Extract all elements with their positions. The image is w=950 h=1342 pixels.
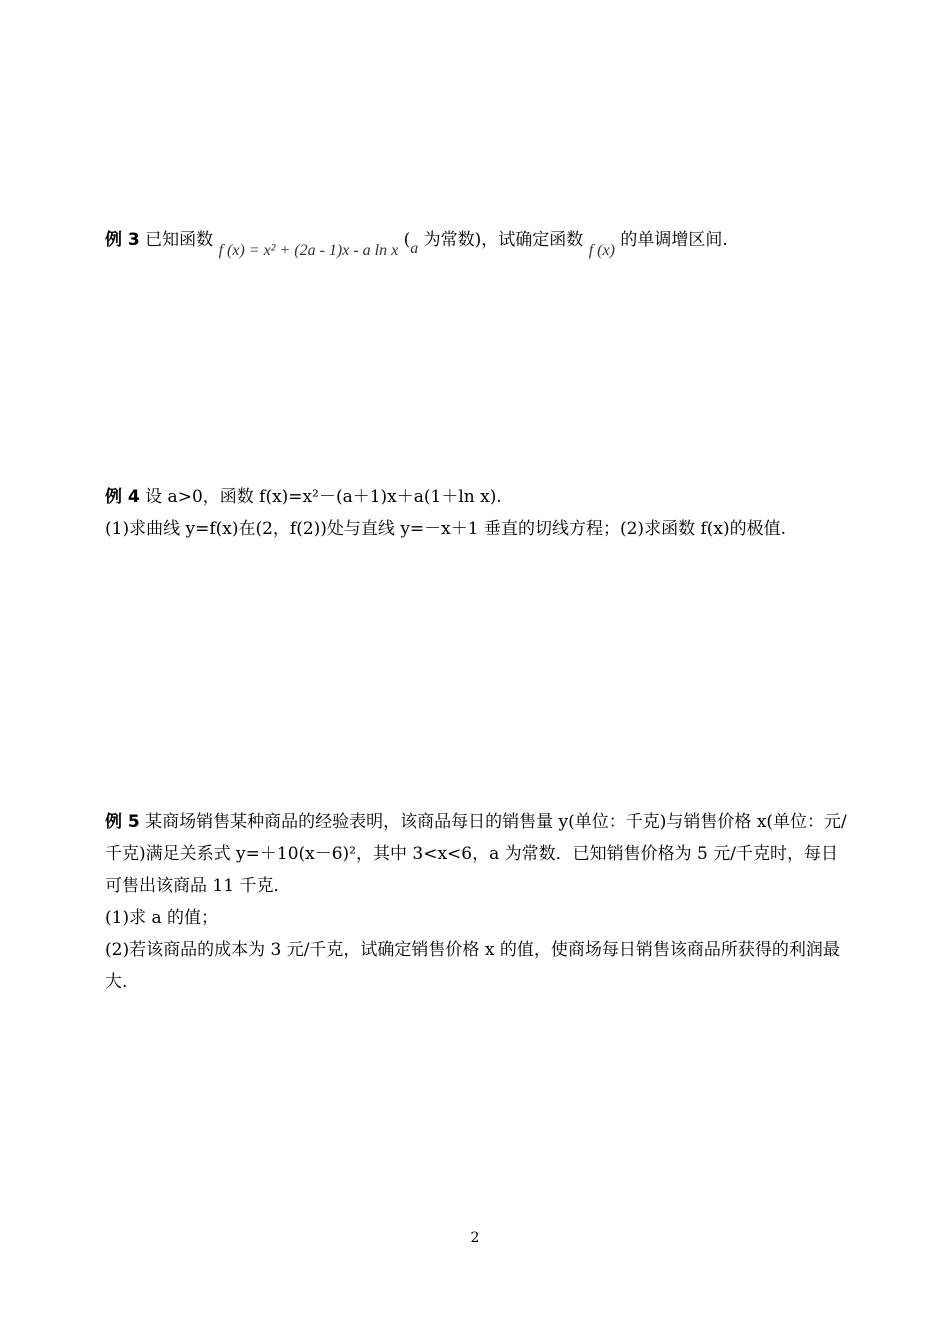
example-4-label: 例 4 — [105, 487, 140, 507]
example-3-text-before: 已知函数 — [145, 230, 214, 250]
example-4-line-1 — [105, 481, 850, 513]
example-3-func: f (x) — [588, 242, 615, 259]
example-5-question-1: (1)求 a 的值； — [105, 908, 219, 928]
example-5-question-2: (2)若该商品的成本为 3 元/千克，试确定销售价格 x 的值，使商场每日销售该商品所获得的利润最大. — [105, 940, 840, 992]
example-3-text-after: 的单调增区间. — [620, 230, 728, 250]
example-4-line-2: (1)求曲线 y=f(x)在(2，f(2))处与直线 y=－x＋1 垂直的切线方程；(2)求函数 f(x)的极值. — [105, 519, 787, 539]
example-5-label: 例 5 — [105, 812, 140, 832]
page-number: 2 — [470, 1230, 480, 1246]
example-3-label: 例 3 — [105, 230, 140, 250]
example-4-statement: 设 a>0，函数 f(x)=x²－(a＋1)x＋a(1＋ln x). — [145, 487, 502, 507]
example-5-statement: 某商场销售某种商品的经验表明，该商品每日的销售量 y(单位：千克)与销售价格 x(单位：元/千克)满足关系式 y=＋10(x－6)²，其中 3<x<6，a 为常数．已知销售价格为 5 元/千克时，每日可售出该商品 11 千克． — [105, 812, 847, 896]
example-3 — [105, 224, 850, 257]
example-4 — [105, 481, 850, 545]
example-3-formula: f (x) = x² + (2a - 1)x - a ln x — [218, 242, 399, 259]
example-5 — [105, 806, 850, 998]
example-3-paren-open: ( — [403, 230, 411, 250]
example-5-paragraph — [105, 806, 850, 902]
example-3-param: a — [410, 240, 419, 257]
example-3-text-mid: 为常数)，试确定函数 — [423, 230, 584, 250]
example-3-line — [105, 224, 850, 257]
